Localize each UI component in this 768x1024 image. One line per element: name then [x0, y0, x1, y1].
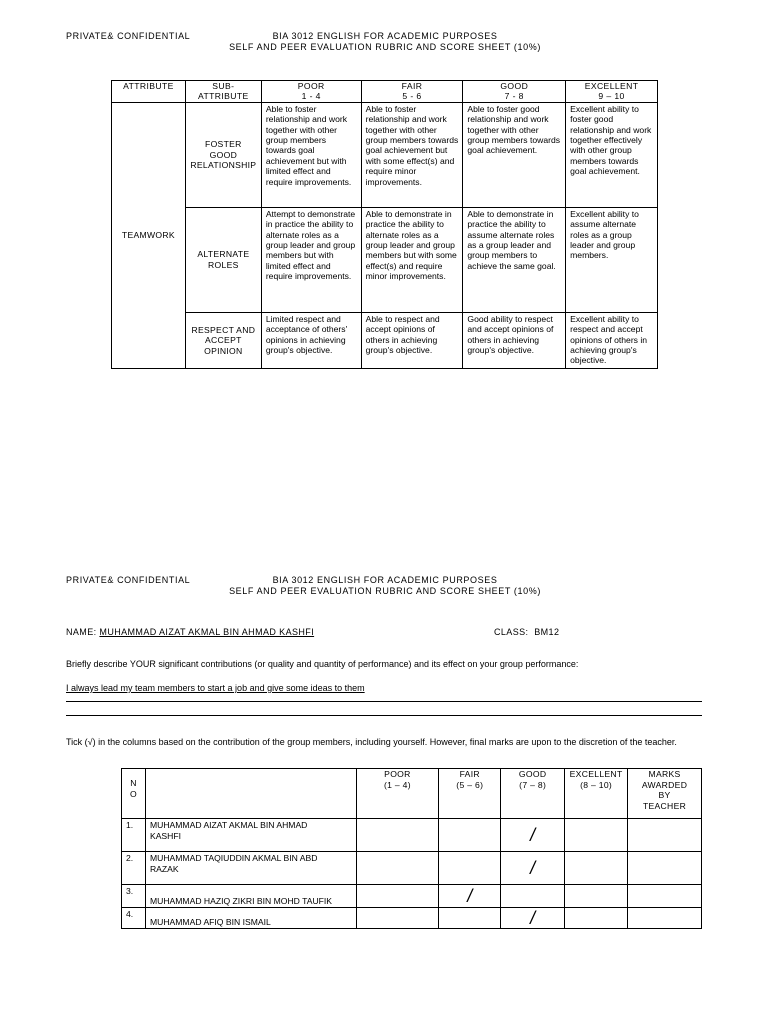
col-marks: MARKS AWARDED BY TEACHER — [628, 769, 702, 819]
name-value: MUHAMMAD AIZAT AKMAL BIN AHMAD KASHFI — [99, 627, 315, 637]
col-fair: FAIR 5 - 6 — [361, 81, 463, 103]
table-row — [122, 885, 702, 908]
rubric-cell: Excellent ability to respect and accept opinions of others in achieving group's objective. — [566, 312, 658, 368]
col-no: N O — [122, 769, 146, 819]
rubric-cell: Limited respect and acceptance of others' opinions in achieving group's objective. — [261, 312, 361, 368]
cell-poor[interactable] — [356, 908, 439, 929]
col-poor: POOR (1 – 4) — [356, 769, 439, 819]
row-number: 3. — [122, 885, 146, 908]
class-label: CLASS: — [494, 627, 529, 637]
class-value: BM12 — [534, 627, 560, 637]
rubric-cell: Able to foster relationship and work together with other group members towards goal achievement but with limited effect and require improvements. — [261, 102, 361, 207]
cell-excellent[interactable] — [565, 852, 628, 885]
rubric-cell: Able to foster good relationship and work together with other group members towards goal achievement. — [463, 102, 566, 207]
col-attribute: ATTRIBUTE — [112, 81, 186, 103]
col-fair: FAIR (5 – 6) — [439, 769, 501, 819]
name-line — [66, 626, 314, 638]
course-title: BIA 3012 ENGLISH FOR ACADEMIC PURPOSES — [272, 31, 498, 41]
col-good: GOOD 7 - 8 — [463, 81, 566, 103]
name-label: NAME: — [66, 627, 97, 637]
member-name: MUHAMMAD TAQIUDDIN AKMAL BIN ABD RAZAK — [145, 852, 356, 885]
sub-attribute: FOSTER GOOD RELATIONSHIP — [185, 102, 261, 207]
rubric-cell: Able to demonstrate in practice the ability to alternate roles as a group leader and group members but with some effect(s) and require minor improvements. — [361, 207, 463, 312]
rubric-cell: Excellent ability to foster good relationship and work together effectively with other group members towards goal achievement. — [566, 102, 658, 207]
col-poor: POOR 1 - 4 — [261, 81, 361, 103]
cell-poor[interactable] — [356, 819, 439, 852]
class-line — [494, 626, 559, 638]
cell-marks[interactable] — [628, 885, 702, 908]
course-title: BIA 3012 ENGLISH FOR ACADEMIC PURPOSES — [272, 575, 498, 585]
sheet-title: SELF AND PEER EVALUATION RUBRIC AND SCORE SHEET (10%) — [229, 586, 541, 596]
tick-mark[interactable]: / — [501, 819, 565, 852]
rubric-cell: Attempt to demonstrate in practice the ability to alternate roles as a group leader and group members but with limited effect and require improvements. — [261, 207, 361, 312]
sub-attribute: ALTERNATE ROLES — [185, 207, 261, 312]
answer-line — [66, 715, 702, 716]
row-number: 1. — [122, 819, 146, 852]
cell-marks[interactable] — [628, 852, 702, 885]
row-number: 4. — [122, 908, 146, 929]
table-row — [122, 908, 702, 929]
col-good: GOOD (7 – 8) — [501, 769, 565, 819]
rubric-cell: Good ability to respect and accept opinions of others in achieving group's objective. — [463, 312, 566, 368]
confidential-label: PRIVATE& CONFIDENTIAL — [66, 31, 191, 41]
tick-instruction: Tick (√) in the columns based on the contribution of the group members, including yourself. However, final marks are upon to the discretion of the teacher. — [66, 737, 677, 747]
member-name: MUHAMMAD HAZIQ ZIKRI BIN MOHD TAUFIK — [145, 885, 356, 908]
cell-good[interactable] — [501, 885, 565, 908]
sub-attribute: RESPECT AND ACCEPT OPINION — [185, 312, 261, 368]
answer-line — [66, 701, 702, 702]
cell-fair[interactable] — [439, 819, 501, 852]
col-excellent: EXCELLENT 9 – 10 — [566, 81, 658, 103]
col-excellent: EXCELLENT (8 – 10) — [565, 769, 628, 819]
contribution-answer: I always lead my team members to start a job and give some ideas to them — [66, 683, 365, 693]
contribution-prompt: Briefly describe YOUR significant contributions (or quality and quantity of performance) and its effect on your group performance: — [66, 659, 579, 669]
cell-excellent[interactable] — [565, 885, 628, 908]
tick-mark[interactable]: / — [501, 852, 565, 885]
table-row — [122, 819, 702, 852]
cell-marks[interactable] — [628, 819, 702, 852]
cell-excellent[interactable] — [565, 908, 628, 929]
cell-poor[interactable] — [356, 852, 439, 885]
table-row — [122, 852, 702, 885]
member-name: MUHAMMAD AIZAT AKMAL BIN AHMAD KASHFI — [145, 819, 356, 852]
sheet-title: SELF AND PEER EVALUATION RUBRIC AND SCORE SHEET (10%) — [229, 42, 541, 52]
rubric-cell: Excellent ability to assume alternate roles as a group leader and group members. — [566, 207, 658, 312]
attribute-teamwork: TEAMWORK — [112, 102, 186, 368]
row-number: 2. — [122, 852, 146, 885]
col-sub-attribute: SUB- ATTRIBUTE — [185, 81, 261, 103]
col-name — [145, 769, 356, 819]
tick-mark[interactable]: / — [439, 885, 501, 908]
member-name: MUHAMMAD AFIQ BIN ISMAIL — [145, 908, 356, 929]
rubric-cell: Able to foster relationship and work together with other group members towards goal achievement but with some effect(s) and require minor improvements. — [361, 102, 463, 207]
tick-mark[interactable]: / — [501, 908, 565, 929]
cell-fair[interactable] — [439, 908, 501, 929]
cell-excellent[interactable] — [565, 819, 628, 852]
rubric-cell: Able to respect and accept opinions of others in achieving group's objective. — [361, 312, 463, 368]
rubric-cell: Able to demonstrate in practice the ability to assume alternate roles as a group leader and group members to achieve the same goal. — [463, 207, 566, 312]
confidential-label: PRIVATE& CONFIDENTIAL — [66, 575, 191, 585]
rubric-table — [111, 80, 658, 369]
score-table — [121, 768, 702, 929]
cell-fair[interactable] — [439, 852, 501, 885]
cell-marks[interactable] — [628, 908, 702, 929]
cell-poor[interactable] — [356, 885, 439, 908]
